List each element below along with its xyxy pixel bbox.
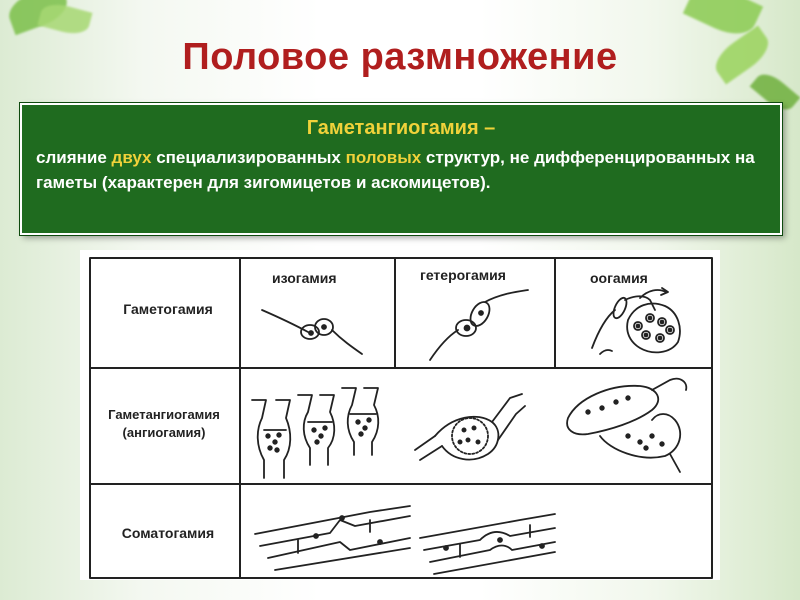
ascomycete-sketch <box>567 379 686 472</box>
row-label-gametangiogamy-line1: Гаметангиогамия <box>108 407 220 422</box>
row-label-gametangiogamy <box>90 406 238 442</box>
column-label-heterogamy: гетерогамия <box>420 267 506 283</box>
definition-highlight: половых <box>345 148 422 167</box>
definition-text-part: структур, не дифференцированных на гаметы (характерен для зигомицетов и аскомицетов). <box>36 148 755 192</box>
definition-text-part: специализированных <box>151 148 346 167</box>
column-label-oogamy: оогамия <box>590 270 648 286</box>
column-label-isogamy: изогамия <box>272 270 337 286</box>
slide-title: Половое размножение <box>182 36 618 78</box>
somatogamy-hyphae-sketch <box>255 506 410 570</box>
definition-text <box>36 145 771 195</box>
definition-highlight: двух <box>111 148 152 167</box>
row-label-somatogamy: Соматогамия <box>121 525 215 541</box>
oogamy-sketch <box>592 288 680 354</box>
zygospore-sketch <box>415 394 525 460</box>
heterogamy-sketch <box>430 290 528 360</box>
row-label-gametangiogamy-line2: (ангиогамия) <box>122 425 206 440</box>
leaf-decoration <box>37 0 92 38</box>
isogamy-sketch <box>262 310 362 354</box>
row-label-gametogamy: Гаметогамия <box>123 301 213 317</box>
reproduction-types-figure <box>80 250 720 580</box>
definition-text-part: слияние <box>36 148 112 167</box>
definition-box <box>20 103 782 235</box>
somatogamy-hyphae-sketch <box>420 514 555 574</box>
gametangiogamy-columns-sketch <box>252 388 378 478</box>
definition-term: Гаметангиогамия – <box>306 117 496 139</box>
